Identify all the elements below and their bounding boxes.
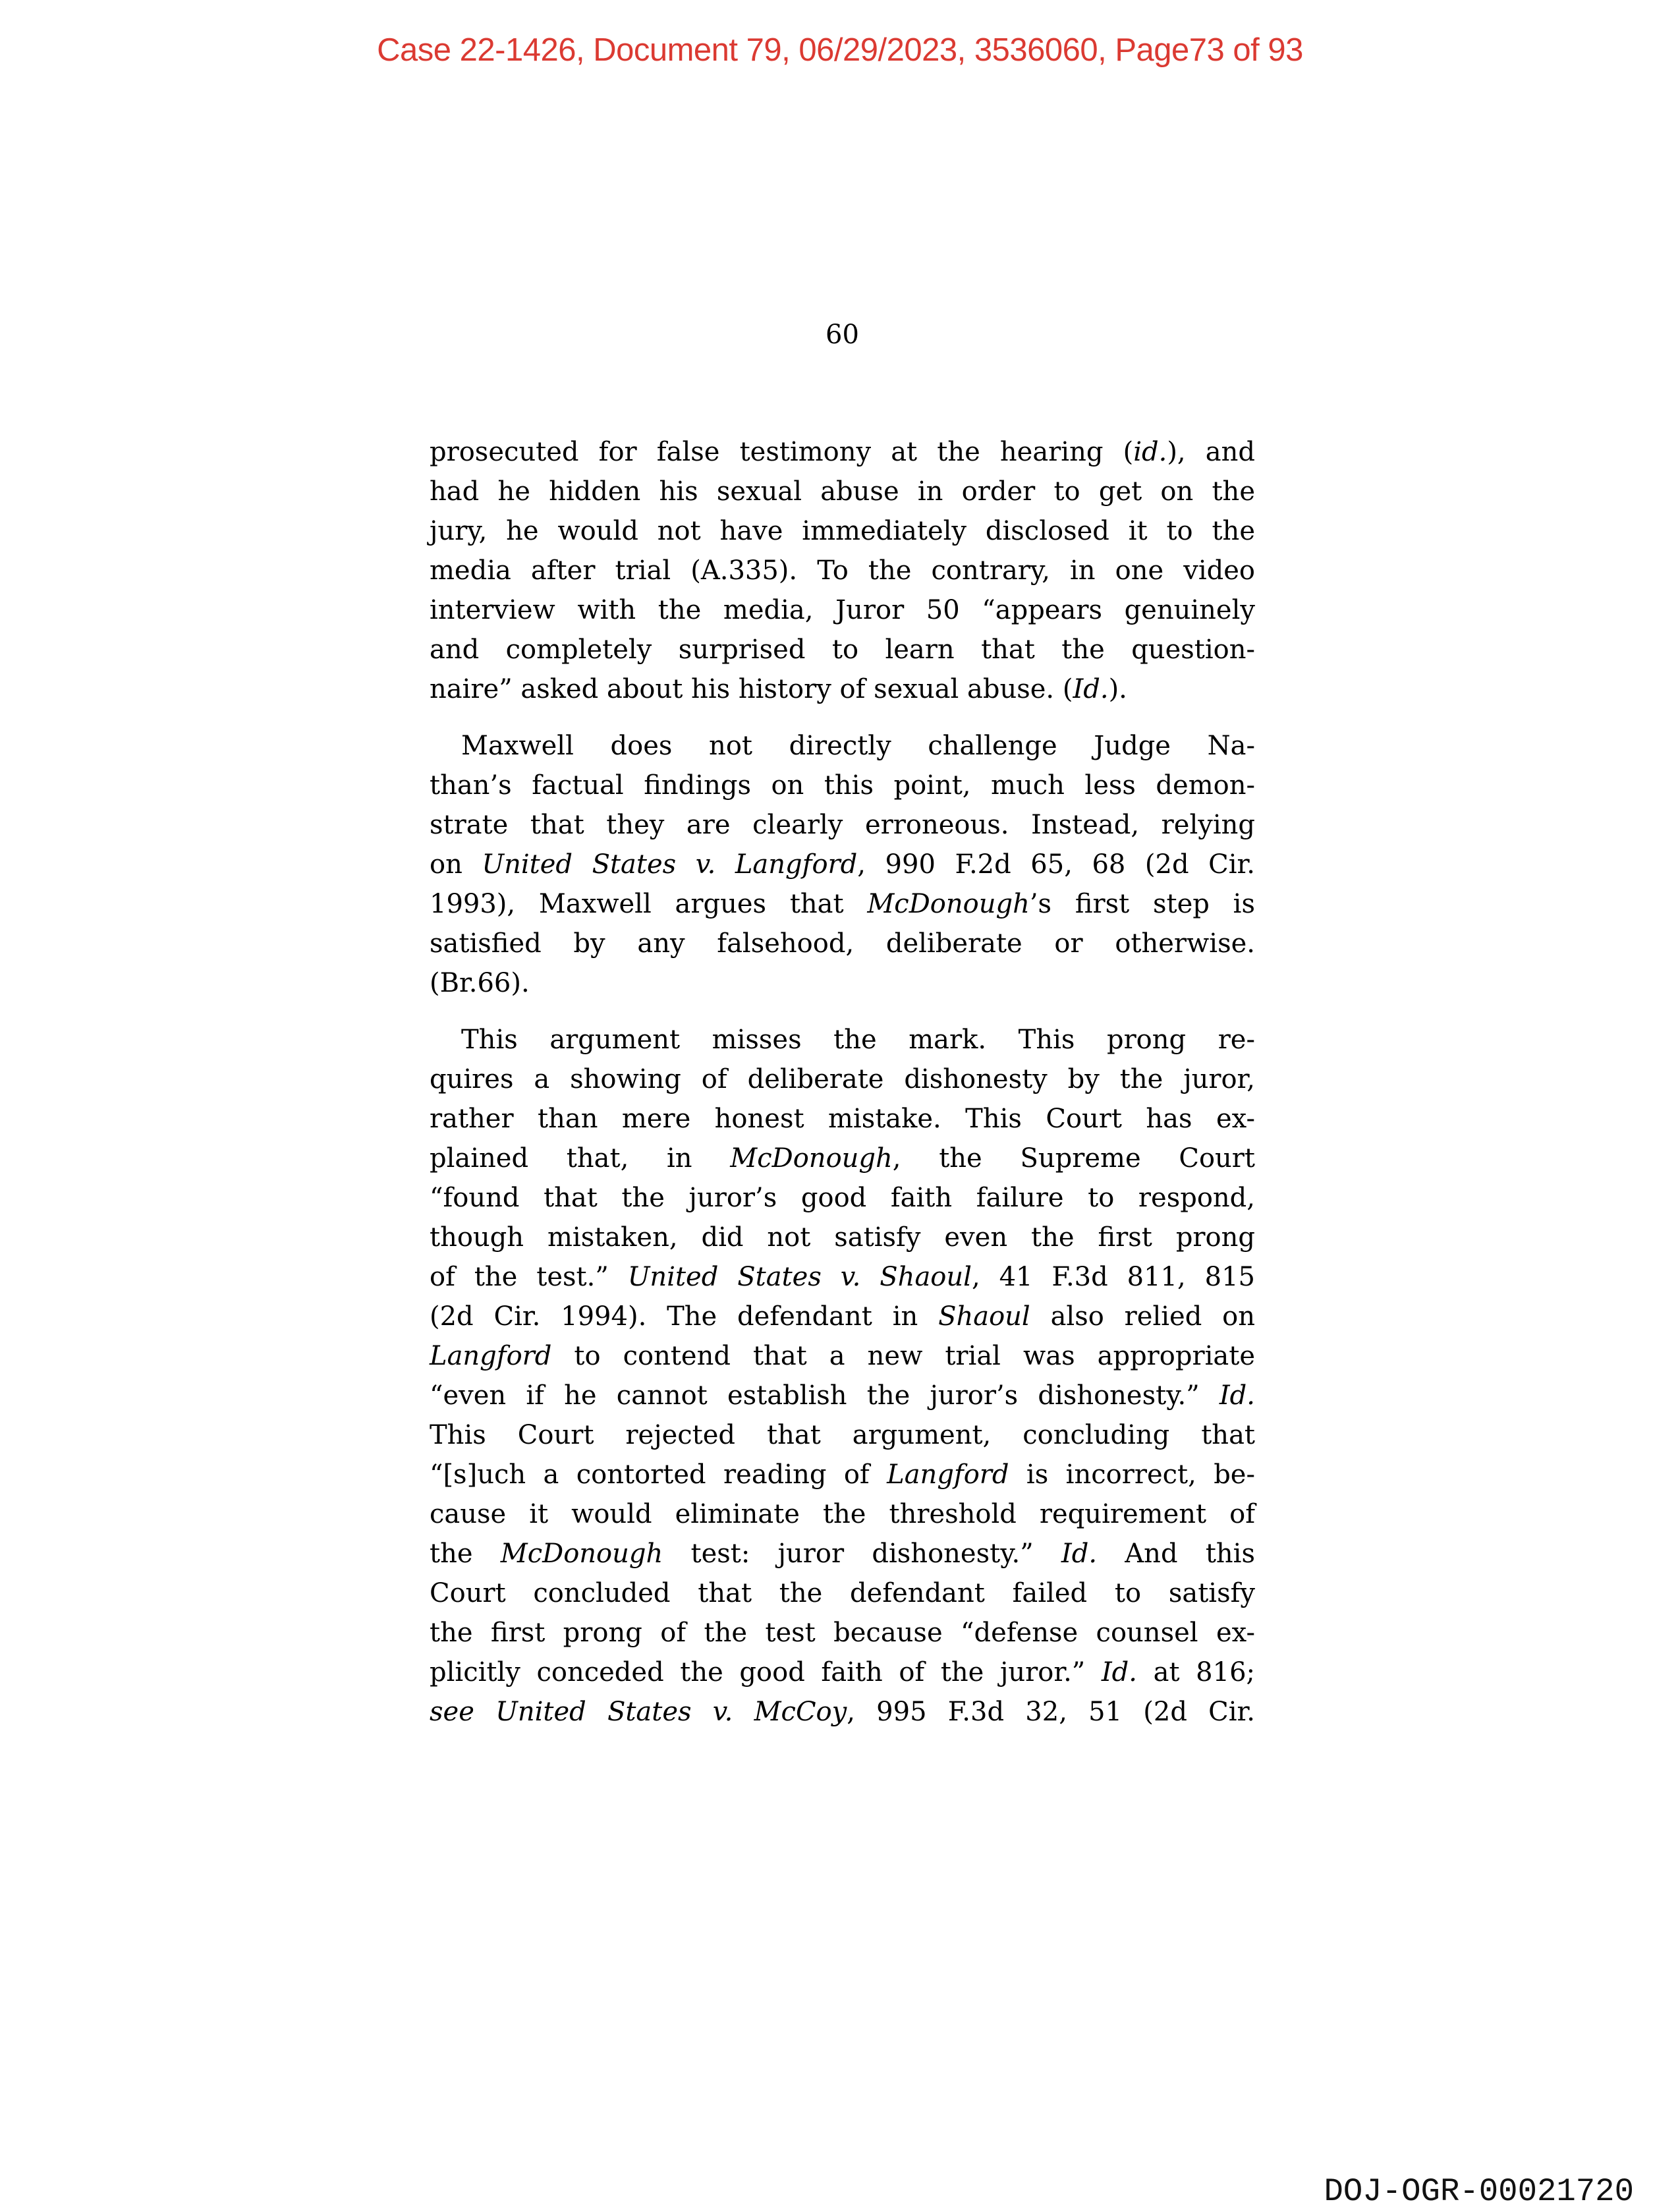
text-line bbox=[430, 1139, 1255, 1178]
text-run: rather than mere honest mistake. This Court has ex- bbox=[430, 1104, 1255, 1134]
text-line-content bbox=[430, 770, 1255, 801]
text-run: is incorrect, be- bbox=[1009, 1460, 1255, 1490]
text-line bbox=[430, 1257, 1255, 1297]
paragraph bbox=[430, 1020, 1255, 1732]
text-run: , 995 F.3d 32, 51 (2d Cir. bbox=[847, 1697, 1256, 1727]
text-line-content bbox=[430, 1183, 1255, 1213]
page-number: 60 bbox=[826, 320, 859, 350]
text-run: cause it would eliminate the threshold requirement of bbox=[430, 1499, 1255, 1529]
text-line-content bbox=[461, 731, 1255, 761]
text-line bbox=[430, 1455, 1255, 1494]
text-run: quires a showing of deliberate dishonesty by the juror, bbox=[430, 1064, 1255, 1094]
text-line-content bbox=[430, 1301, 1255, 1332]
text-run: (2d Cir. 1994). The defendant in bbox=[430, 1301, 939, 1332]
text-line bbox=[430, 1178, 1255, 1218]
text-line-content bbox=[430, 1262, 1255, 1292]
text-run: plained that, in bbox=[430, 1143, 731, 1174]
text-line-content bbox=[430, 1697, 1255, 1727]
text-line bbox=[430, 1613, 1255, 1653]
italic-citation: Shaoul bbox=[938, 1301, 1030, 1332]
text-line bbox=[430, 963, 1255, 1003]
text-line bbox=[430, 1653, 1255, 1692]
text-line bbox=[430, 1060, 1255, 1099]
text-line-content bbox=[430, 1460, 1255, 1490]
text-line-content bbox=[430, 1341, 1255, 1371]
text-line bbox=[430, 924, 1255, 963]
text-line-content bbox=[430, 1618, 1255, 1648]
text-run: ). bbox=[1108, 674, 1127, 704]
text-run: media after trial (A.335). To the contrary, in one video bbox=[430, 555, 1255, 586]
text-run: than’s factual findings on this point, much less demon- bbox=[430, 770, 1255, 801]
text-line-content bbox=[430, 968, 530, 998]
italic-citation: McDonough bbox=[730, 1143, 893, 1174]
text-line-content bbox=[430, 1064, 1255, 1094]
text-line-content bbox=[430, 1143, 1255, 1174]
text-line bbox=[430, 845, 1255, 884]
text-line-content bbox=[430, 516, 1255, 546]
text-run: , 41 F.3d 811, 815 bbox=[971, 1262, 1255, 1292]
italic-citation: see United States v. McCoy bbox=[430, 1697, 847, 1727]
text-line-content bbox=[430, 849, 1255, 880]
italic-citation: Id. bbox=[1219, 1380, 1255, 1411]
text-run: Maxwell does not directly challenge Judge Na- bbox=[461, 731, 1255, 761]
italic-citation: McDonough bbox=[867, 889, 1030, 919]
text-line bbox=[430, 1574, 1255, 1613]
italic-citation: Id. bbox=[1073, 674, 1109, 704]
text-run: “[s]uch a contorted reading of bbox=[430, 1460, 887, 1490]
text-run: And this bbox=[1097, 1539, 1255, 1569]
text-line bbox=[430, 1297, 1255, 1336]
text-line bbox=[430, 884, 1255, 924]
text-line bbox=[430, 472, 1255, 511]
text-run: to contend that a new trial was appropriate bbox=[551, 1341, 1255, 1371]
text-run: plicitly conceded the good faith of the juror.” bbox=[430, 1657, 1102, 1687]
italic-citation: Id. bbox=[1101, 1657, 1137, 1687]
text-line-content bbox=[430, 1657, 1255, 1687]
text-run: jury, he would not have immediately disclosed it to the bbox=[430, 516, 1255, 546]
text-line bbox=[430, 1376, 1255, 1415]
text-line bbox=[430, 511, 1255, 551]
text-line bbox=[430, 432, 1255, 472]
court-filing-stamp: Case 22-1426, Document 79, 06/29/2023, 3536060, Page73 of 93 bbox=[377, 32, 1303, 68]
text-line-content bbox=[430, 1222, 1255, 1253]
text-line bbox=[430, 1218, 1255, 1257]
paragraph bbox=[430, 432, 1255, 709]
text-line bbox=[430, 669, 1255, 709]
text-run: Court concluded that the defendant failed to satisfy bbox=[430, 1578, 1255, 1608]
text-line-content bbox=[430, 1499, 1255, 1529]
text-line-content bbox=[430, 1420, 1255, 1450]
text-line bbox=[430, 1692, 1255, 1732]
text-line bbox=[430, 1534, 1255, 1574]
text-line-content bbox=[430, 810, 1255, 840]
text-run: satisfied by any falsehood, deliberate or otherwise. bbox=[430, 928, 1255, 959]
text-line bbox=[430, 726, 1255, 766]
text-line-content bbox=[461, 1025, 1255, 1055]
text-line bbox=[430, 551, 1255, 590]
text-line-content bbox=[430, 476, 1255, 507]
text-line-content bbox=[430, 928, 1255, 959]
text-line-content bbox=[430, 1380, 1255, 1411]
text-line-content bbox=[430, 595, 1255, 625]
italic-citation: McDonough bbox=[500, 1539, 663, 1569]
italic-citation: Langford bbox=[430, 1341, 552, 1371]
text-run: also relied on bbox=[1030, 1301, 1255, 1332]
text-run: the bbox=[430, 1539, 501, 1569]
text-run: on bbox=[430, 849, 482, 880]
text-run: the first prong of the test because “defense counsel ex- bbox=[430, 1618, 1255, 1648]
italic-citation: Langford bbox=[887, 1460, 1009, 1490]
paragraph bbox=[430, 726, 1255, 1003]
text-line-content bbox=[430, 889, 1255, 919]
document-body bbox=[430, 432, 1255, 1749]
text-line-content bbox=[430, 1578, 1255, 1608]
text-line bbox=[430, 766, 1255, 805]
text-run: naire” asked about his history of sexual abuse. ( bbox=[430, 674, 1073, 704]
text-run: test: juror dishonesty.” bbox=[663, 1539, 1061, 1569]
text-run: (Br.66). bbox=[430, 968, 530, 998]
italic-citation: id. bbox=[1133, 437, 1167, 467]
text-line bbox=[430, 805, 1255, 845]
text-run: ’s first step is bbox=[1029, 889, 1255, 919]
text-line bbox=[430, 590, 1255, 630]
text-run: interview with the media, Juror 50 “appears genuinely bbox=[430, 595, 1255, 625]
text-line-content bbox=[430, 1104, 1255, 1134]
text-run: prosecuted for false testimony at the hearing ( bbox=[430, 437, 1134, 467]
text-run: “even if he cannot establish the juror’s dishonesty.” bbox=[430, 1380, 1219, 1411]
text-run: had he hidden his sexual abuse in order to get on the bbox=[430, 476, 1255, 507]
text-run: of the test.” bbox=[430, 1262, 628, 1292]
text-line-content bbox=[430, 437, 1255, 467]
italic-citation: United States v. Shaoul bbox=[627, 1262, 972, 1292]
text-line-content bbox=[430, 1539, 1255, 1569]
text-line-content bbox=[430, 635, 1255, 665]
text-line bbox=[430, 1336, 1255, 1376]
text-line bbox=[430, 1099, 1255, 1139]
text-line bbox=[430, 1020, 1255, 1060]
italic-citation: Id. bbox=[1061, 1539, 1098, 1569]
text-run: This Court rejected that argument, concluding that bbox=[430, 1420, 1255, 1450]
text-line bbox=[430, 1415, 1255, 1455]
text-run: , 990 F.2d 65, 68 (2d Cir. bbox=[857, 849, 1255, 880]
text-run: ), and bbox=[1167, 437, 1255, 467]
text-run: “found that the juror’s good faith failure to respond, bbox=[430, 1183, 1255, 1213]
text-run: though mistaken, did not satisfy even the first prong bbox=[430, 1222, 1255, 1253]
text-run: This argument misses the mark. This prong re- bbox=[461, 1025, 1255, 1055]
text-run: and completely surprised to learn that the question- bbox=[430, 635, 1255, 665]
text-line-content bbox=[430, 674, 1127, 704]
text-line-content bbox=[430, 555, 1255, 586]
italic-citation: United States v. Langford bbox=[482, 849, 858, 880]
text-run: 1993), Maxwell argues that bbox=[430, 889, 868, 919]
bates-number: DOJ-OGR-00021720 bbox=[1324, 2173, 1634, 2210]
text-run: at 816; bbox=[1137, 1657, 1255, 1687]
text-line bbox=[430, 1494, 1255, 1534]
text-run: , the Supreme Court bbox=[892, 1143, 1255, 1174]
text-line bbox=[430, 630, 1255, 669]
text-run: strate that they are clearly erroneous. Instead, relying bbox=[430, 810, 1255, 840]
